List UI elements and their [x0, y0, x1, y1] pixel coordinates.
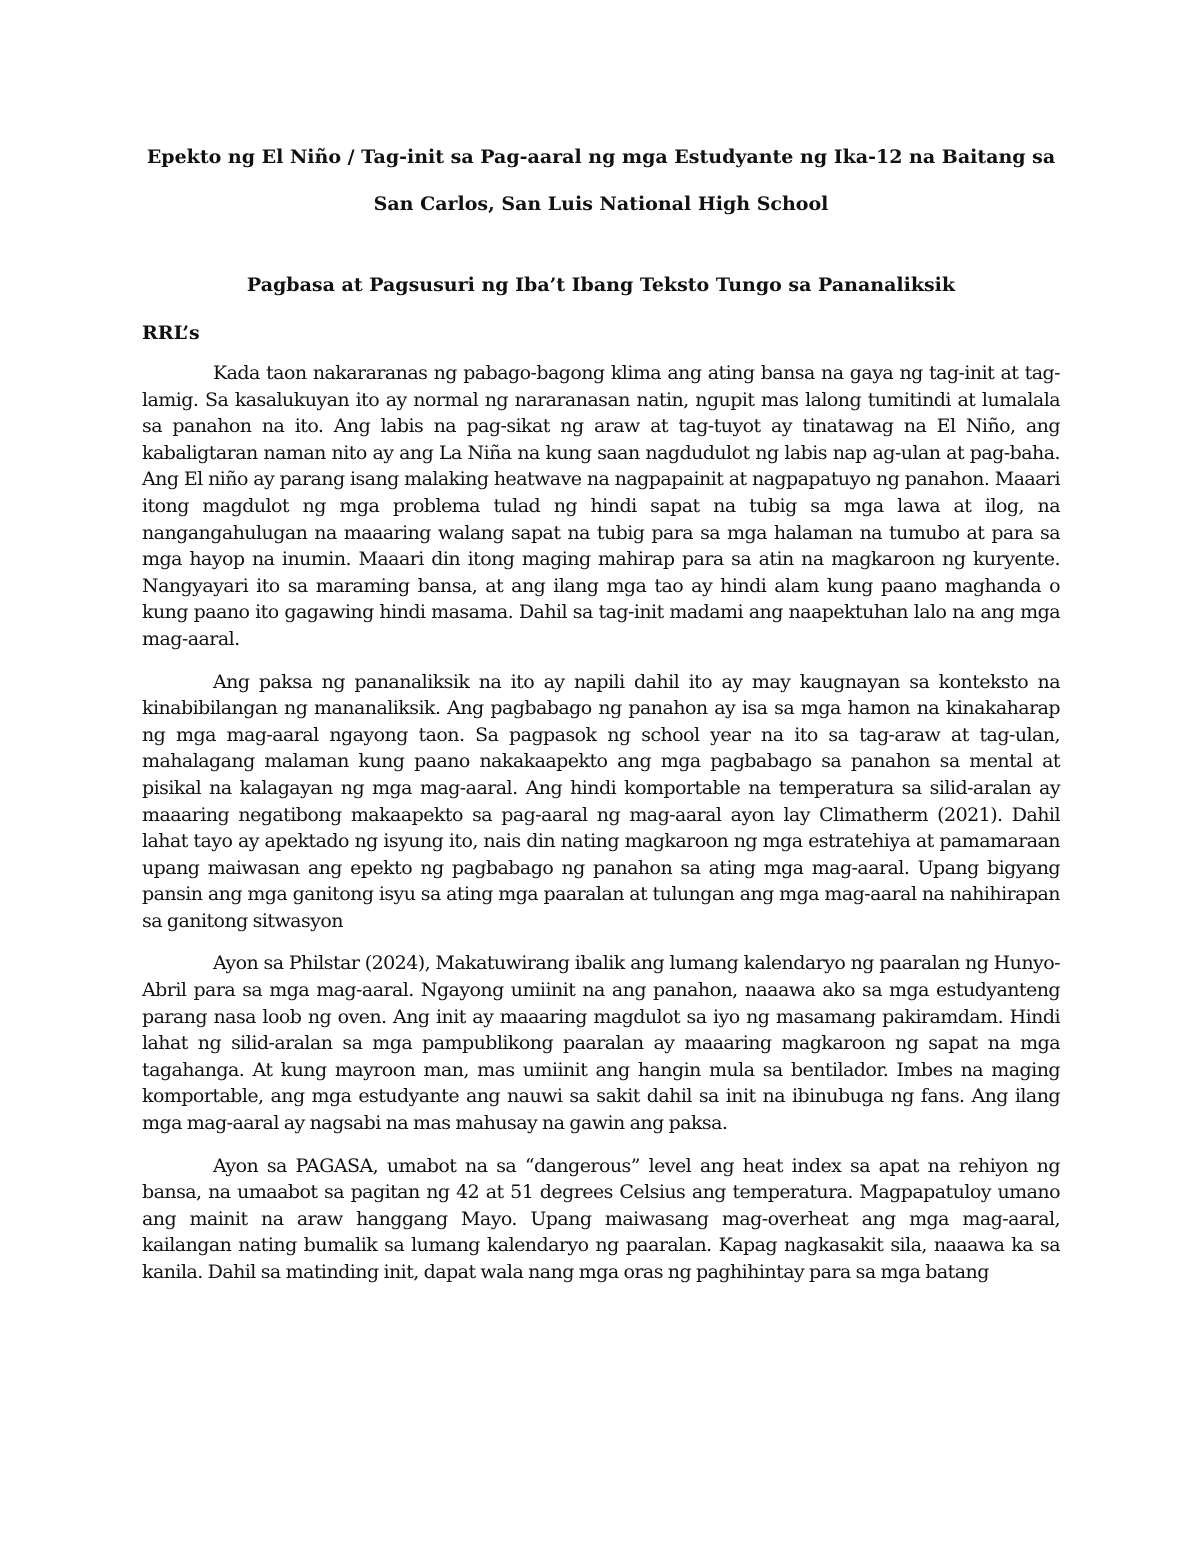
paragraph: Kada taon nakararanas ng pabago-bagong klima ang ating bansa na gaya ng tag-init at tag-lamig. Sa kasalukuyan ito ay normal ng nararanasan natin, ngupit mas lalong tumitindi at lumalala sa panahon na ito. Ang labis na pag-sikat ng araw at tag-tuyot ay tinatawag na El Niño, ang kabaligtaran naman nito ay ang La Niña na kung saan nagdudulot ng labis nap ag-ulan at pag-baha. Ang El niño ay parang isang malaking heatwave na nagpapainit at nagpapatuyo ng panahon. Maaari itong magdulot ng mga problema tulad ng hindi sapat na tubig sa mga lawa at ilog, na nangangahulugan na maaaring walang sapat na tubig para sa mga halaman na tumubo at para sa mga hayop na inumin. Maaari din itong maging mahirap para sa atin na magkaroon ng kuryente. Nangyayari ito sa maraming bansa, at ang ilang mga tao ay hindi alam kung paano maghanda o kung paano ito gagawing hindi masama. Dahil sa tag-init madami ang naapektuhan lalo na ang mga mag-aaral.: [142, 362, 1060, 650]
document-page: [142, 140, 1060, 1286]
document-title-line-1: Epekto ng El Niño / Tag-init sa Pag-aaral ng mga Estudyante ng Ika-12 na Baitang sa: [146, 146, 1056, 168]
paragraph: Ang paksa ng pananaliksik na ito ay napili dahil ito ay may kaugnayan sa konteksto na kinabibilangan ng mananaliksik. Ang pagbabago ng panahon ay isa sa mga hamon na kinakaharap ng mga mag-aaral ngayong taon. Sa pagpasok ng school year na ito sa tag-araw at tag-ulan, mahalagang malaman kung paano nakakaapekto ang mga pagbabago sa panahon sa mental at pisikal na kalagayan ng mga mag-aaral. Ang hindi komportable na temperatura sa silid-aralan ay maaaring negatibong makaapekto sa pag-aaral ng mag-aaral ayon lay Climatherm (2021). Dahil lahat tayo ay apektado ng isyung ito, nais din nating magkaroon ng mga estratehiya at pamamaraan upang maiwasan ang epekto ng pagbabago ng panahon sa ating mga mag-aaral. Upang bigyang pansin ang mga ganitong isyu sa ating mga paaralan at tulungan ang mga mag-aaral na nahihirapan sa ganitong sitwasyon: [142, 670, 1060, 932]
document-subtitle: Pagbasa at Pagsusuri ng Iba’t Ibang Teksto Tungo sa Pananaliksik: [246, 274, 956, 296]
section-heading: RRL’s: [142, 322, 200, 344]
paragraph: Ayon sa Philstar (2024), Makatuwirang ibalik ang lumang kalendaryo ng paaralan ng Hunyo-Abril para sa mga mag-aaral. Ngayong umiinit na ang panahon, naaawa ako sa mga estudyanteng parang nasa loob ng oven. Ang init ay maaaring magdulot sa iyo ng masamang pakiramdam. Hindi lahat ng silid-aralan sa mga pampublikong paaralan ay maaaring magkaroon ng sapat na mga tagahanga. At kung mayroon man, mas umiinit ang hangin mula sa bentilador. Imbes na maging komportable, ang mga estudyante ang nauwi sa sakit dahil sa init na ibinubuga ng fans. Ang ilang mga mag-aaral ay nagsabi na mas mahusay na gawin ang paksa.: [142, 952, 1060, 1135]
document-title-line-2: San Carlos, San Luis National High School: [373, 193, 829, 215]
paragraph: Ayon sa PAGASA, umabot na sa “dangerous” level ang heat index sa apat na rehiyon ng bansa, na umaabot sa pagitan ng 42 at 51 degrees Celsius ang temperatura. Magpapatuloy umano ang mainit na araw hanggang Mayo. Upang maiwasang mag-overheat ang mga mag-aaral, kailangan nating bumalik sa lumang kalendaryo ng paaralan. Kapag nagkasakit sila, naaawa ka sa kanila. Dahil sa matinding init, dapat wala nang mga oras ng paghihintay para sa mga batang: [142, 1154, 1060, 1283]
